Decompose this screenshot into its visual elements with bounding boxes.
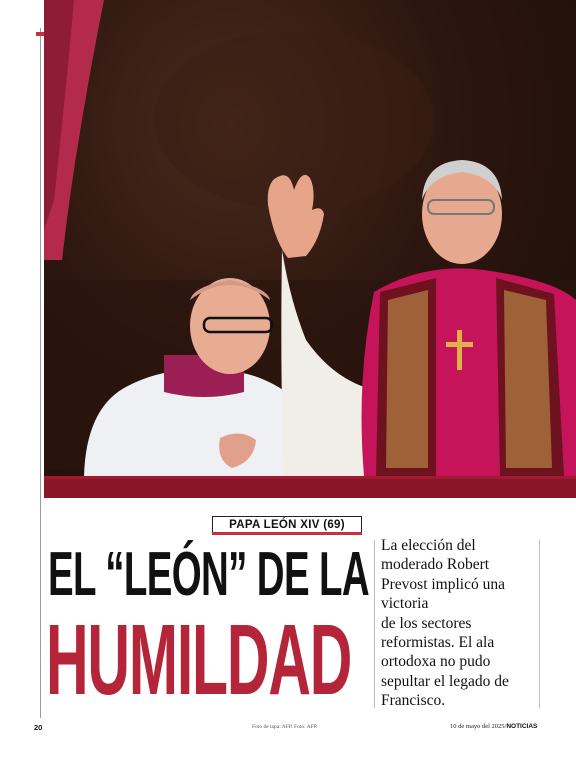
issue-date: 10 de mayo del 2025/ (450, 723, 507, 730)
page-footer (0, 721, 576, 735)
issue-info (450, 723, 537, 730)
headline-line-2: HUMILDAD (46, 604, 352, 716)
page-number: 20 (34, 723, 43, 732)
photo-credit: Foto de tapa: AFP. Foto: AFP. (252, 724, 318, 730)
margin-marker (36, 32, 44, 36)
margin-rule (40, 28, 41, 718)
section-kicker: PAPA LEÓN XIV (69) (212, 516, 362, 534)
article-dek: La elección del moderado Robert Prevost implicó una victoria de los sectores reformistas. El ala ortodoxa no pudo sepultar el legado de Francisco. (381, 537, 509, 710)
column-divider (374, 540, 375, 708)
magazine-name: NOTICIAS (506, 723, 538, 730)
column-divider-right (539, 540, 540, 708)
cover-photo (44, 0, 576, 498)
headline-line-1: EL “LEÓN” DE LA (48, 540, 370, 609)
